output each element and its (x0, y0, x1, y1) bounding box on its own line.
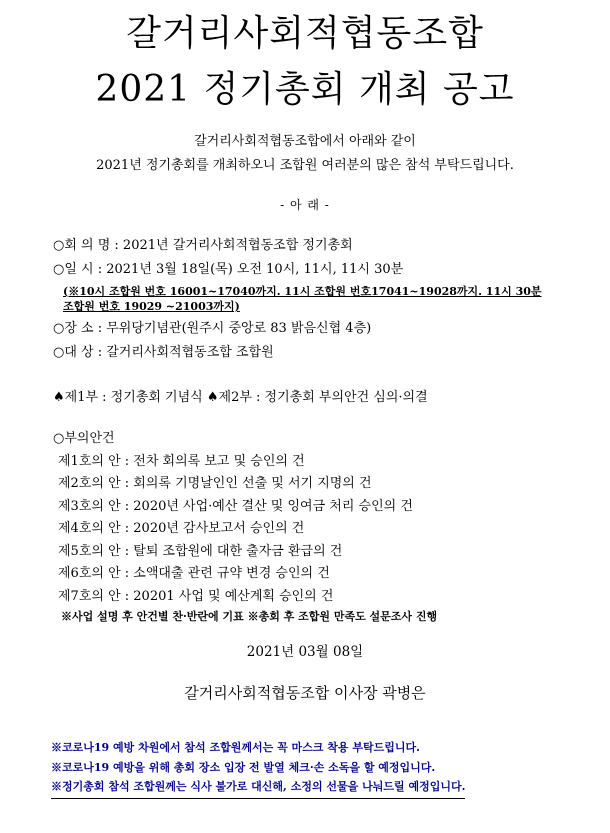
agenda-item: 제7호의 안 : 20201 사업 및 예산계획 승인의 건 (58, 588, 334, 604)
meeting-place: ○장 소 : 무위당기념관(원주시 중앙로 83 밝음신협 4층) (53, 321, 372, 336)
agenda-item: 제2호의 안 : 회의록 기명날인인 선출 및 서기 지명의 건 (58, 476, 372, 491)
intro-text (0, 130, 610, 178)
intro-line-2: 2021년 정기총회를 개최하오니 조합원 여러분의 많은 참석 부탁드립니다. (96, 158, 514, 173)
meeting-target: ○대 상 : 갈거리사회적협동조합 조합원 (53, 345, 274, 360)
agenda-item: 제6호의 안 : 소액대출 관련 규약 변경 승인의 건 (58, 566, 330, 581)
notice-title: 2021 정기총회 개최 공고 (95, 69, 515, 110)
covid-note-temperature: ※코로나19 예방을 위해 총회 장소 입장 전 발열 체크·손 소독을 할 예정입니다. (51, 760, 436, 774)
agenda-item: 제3호의 안 : 2020년 사업·예산 결산 및 잉여금 처리 승인의 건 (58, 498, 413, 514)
covid-notes (51, 738, 465, 799)
meeting-datetime: ○일 시 : 2021년 3월 18일(목) 오전 10시, 11시, 11시 30분 (53, 262, 404, 277)
covid-note-mask: ※코로나19 예방 차원에서 참석 조합원께서는 꼭 마스크 착용 부탁드립니다. (51, 741, 420, 754)
details-label: - 아 래 - (280, 198, 330, 212)
intro-line-1: 갈거리사회적협동조합에서 아래와 같이 (194, 134, 416, 149)
meeting-info (53, 234, 553, 365)
agenda-item: 제4호의 안 : 2020년 감사보고서 승인의 건 (58, 521, 305, 536)
notice-date: 2021년 03월 08일 (246, 644, 364, 660)
signature: 갈거리사회적협동조합 이사장 곽병은 (184, 684, 426, 702)
meeting-name: ○회 의 명 : 2021년 갈거리사회적협동조합 정기총회 (53, 238, 353, 253)
org-title: 갈거리사회적협동조합 (126, 13, 484, 54)
agenda-item: 제5호의 안 : 탈퇴 조합원에 대한 출자금 환급의 건 (58, 543, 343, 559)
agenda-section (53, 428, 437, 626)
agenda-note: ※사업 설명 후 안건별 찬·반란에 기표 ※총회 후 조합원 만족도 설문조사 진행 (61, 610, 438, 623)
title-block (0, 6, 610, 118)
agenda-heading: ○부의안건 (53, 431, 115, 446)
covid-note-gift: ※정기총회 참석 조합원께는 식사 불가로 대신해, 소정의 선물을 나눠드릴 예정입니다. (51, 777, 465, 799)
time-slot-note: (※10시 조합원 번호 16001~17040까지. 11시 조합원 번호17041~19028까지. 11시 30분 조합원 번호 19029 ~21003까지) (63, 285, 542, 313)
agenda-item: 제1호의 안 : 전차 회의록 보고 및 승인의 건 (58, 453, 305, 469)
program-parts: ♠제1부 : 정기총회 기념식 ♠제2부 : 정기총회 부의안건 심의·의결 (53, 390, 428, 405)
